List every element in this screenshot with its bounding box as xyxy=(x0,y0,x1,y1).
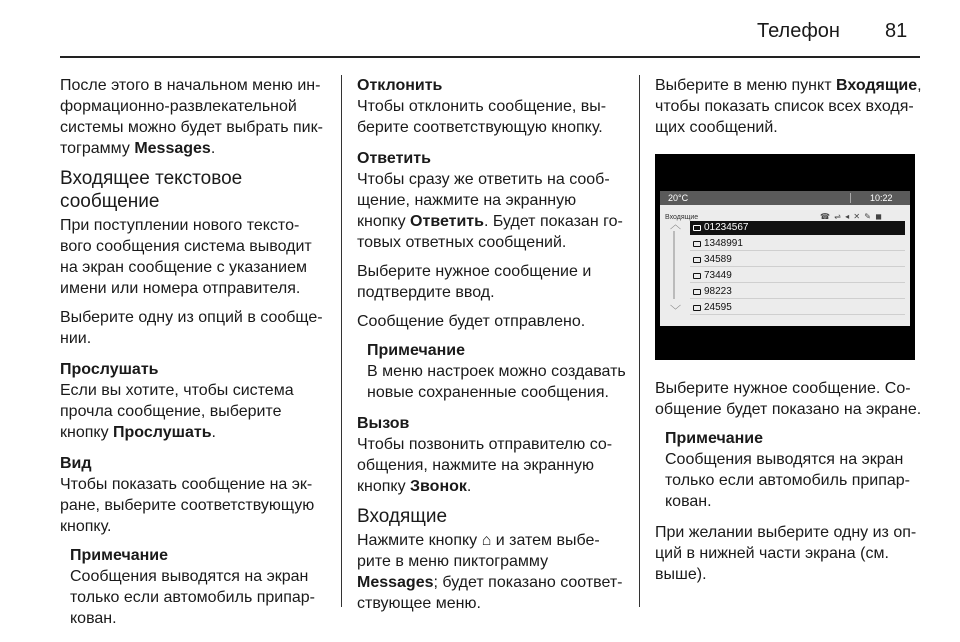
envelope-icon xyxy=(693,289,701,295)
envelope-icon xyxy=(693,241,701,247)
screen-display xyxy=(660,191,910,326)
paragraph: При поступлении нового тексто-вого сообщения система выводит на экран сообщение с указанием имени или номера отправителя. xyxy=(60,217,312,297)
subheading-call: Вызов xyxy=(357,415,410,432)
message-row[interactable]: 01234567 xyxy=(690,221,905,235)
note-text: Сообщения выводятся на экран только если автомобиль припар-кован. xyxy=(665,451,911,510)
section-heading-incoming: Входящее текстовое сообщение xyxy=(60,168,243,212)
message-row[interactable]: 34589 xyxy=(690,253,905,267)
message-row[interactable]: 73449 xyxy=(690,269,905,283)
envelope-icon xyxy=(693,305,701,311)
paragraph: Выберите одну из опций в сообще-нии. xyxy=(60,309,323,347)
screen-temperature: 20°C xyxy=(668,193,689,203)
message-row[interactable]: 1348991 xyxy=(690,237,905,251)
intro-paragraph: После этого в начальном меню ин-формационно-развлекательной системы можно будет выбрать пик-тограмму Messages. xyxy=(60,77,323,157)
paragraph: Чтобы сразу же ответить на сооб-щение, нажмите на экранную кнопку Ответить. Будет показан го-товых ответных сообщений. xyxy=(357,171,623,251)
section-heading-inbox: Входящие xyxy=(357,506,448,527)
screen-clock: 10:22 xyxy=(870,193,893,203)
paragraph: Выберите нужное сообщение и подтвердите ввод. xyxy=(357,263,592,301)
header-rule xyxy=(60,56,920,58)
screen-status-bar xyxy=(660,191,910,205)
note xyxy=(655,428,925,512)
paragraph: Выберите нужное сообщение. Со-общение будет показано на экране. xyxy=(655,380,922,418)
scrollbar[interactable] xyxy=(673,231,675,299)
column-divider xyxy=(341,75,342,607)
scroll-up-icon[interactable]: ︿ xyxy=(670,219,681,231)
paragraph: Если вы хотите, чтобы система прочла сообщение, выберите кнопку Прослушать. xyxy=(60,382,294,441)
subheading-reply: Ответить xyxy=(357,150,431,167)
paragraph: Чтобы позвонить отправителю со-общения, нажмите на экранную кнопку Звонок. xyxy=(357,436,613,495)
paragraph: Чтобы отклонить сообщение, вы-берите соответствующую кнопку. xyxy=(357,98,607,136)
status-separator xyxy=(850,193,851,203)
paragraph: Чтобы показать сообщение на эк-ране, выберите соответствующую кнопку. xyxy=(60,476,315,535)
envelope-icon xyxy=(693,273,701,279)
home-icon: ⌂ xyxy=(481,532,492,549)
screen-subtitle: Входящие xyxy=(665,214,699,221)
subheading-decline: Отклонить xyxy=(357,77,443,94)
paragraph: Нажмите кнопку ⌂ и затем выбе-рите в меню пиктограмму Messages; будет показано соответ-ствующее меню. xyxy=(357,532,623,612)
subheading-view: Вид xyxy=(60,455,92,472)
note-text: В меню настроек можно создавать новые сохраненные сообщения. xyxy=(367,363,626,401)
note xyxy=(60,545,328,629)
page-header xyxy=(0,0,960,60)
column-1 xyxy=(60,75,328,629)
column-2 xyxy=(357,75,627,622)
subheading-listen: Прослушать xyxy=(60,361,159,378)
note xyxy=(357,340,627,403)
scroll-down-icon[interactable]: ﹀ xyxy=(670,305,681,317)
screen-status-icons: ☎ ⇌ ◂ ✕ ✎ ◼ xyxy=(820,212,883,221)
page-title: Телефон xyxy=(757,20,840,42)
envelope-icon xyxy=(693,225,701,231)
message-row[interactable]: 98223 xyxy=(690,285,905,299)
inbox-screenshot xyxy=(655,154,915,360)
column-divider xyxy=(639,75,640,607)
page-number: 81 xyxy=(885,20,908,42)
column-3 xyxy=(655,75,925,593)
note-label: Примечание xyxy=(70,547,169,564)
paragraph: Сообщение будет отправлено. xyxy=(357,313,586,330)
paragraph: При желании выберите одну из оп-ций в нижней части экрана (см. выше). xyxy=(655,524,917,583)
message-row[interactable]: 24595 xyxy=(690,301,905,315)
note-text: Сообщения выводятся на экран только если автомобиль припар-кован. xyxy=(70,568,316,627)
envelope-icon xyxy=(693,257,701,263)
note-label: Примечание xyxy=(367,342,466,359)
paragraph: Выберите в меню пункт Входящие, чтобы показать список всех входя-щих сообщений. xyxy=(655,77,922,136)
note-label: Примечание xyxy=(665,430,764,447)
